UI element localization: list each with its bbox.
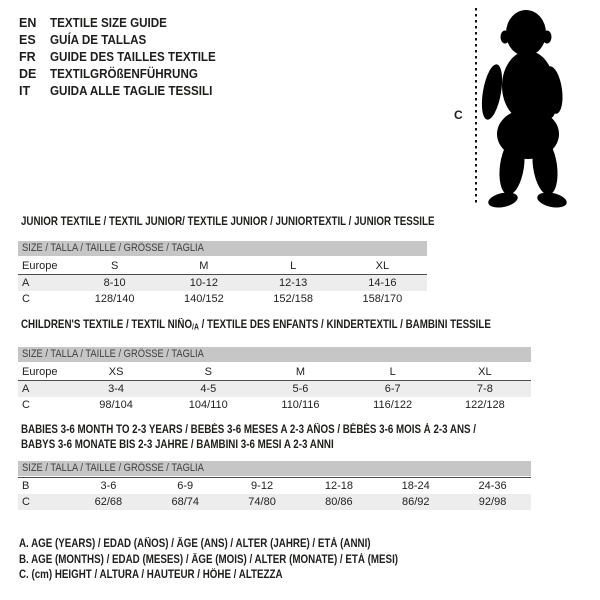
- language-row: [19, 32, 228, 49]
- language-row: [19, 66, 228, 83]
- table-cell: 6-7: [347, 380, 439, 397]
- row-label-cell: C: [22, 398, 30, 411]
- language-row: [19, 83, 228, 100]
- table-cell: 140/152: [183, 293, 224, 305]
- table-row: [18, 380, 531, 397]
- size-column-cell: S: [70, 258, 159, 275]
- language-list: [19, 15, 228, 100]
- size-column-cell: XL: [338, 258, 427, 275]
- table-cell: 74/80: [224, 494, 301, 510]
- row-label-cell: A: [18, 275, 70, 292]
- language-title: GUIDA ALLE TAGLIE TESSILI: [50, 84, 213, 98]
- language-code: EN: [19, 16, 37, 30]
- size-column-cell: M: [159, 258, 248, 275]
- table-cell: 3-6: [100, 480, 117, 492]
- babies-textile-section: [18, 423, 531, 510]
- table-title: CHILDREN'S TEXTILE / TEXTIL NIÑO/A / TEXTILE DES ENFANTS / KINDERTEXTIL / BAMBINI TESSILE: [21, 319, 491, 332]
- table-title: JUNIOR TEXTILE / TEXTIL JUNIOR/ TEXTILE JUNIOR / JUNIORTEXTIL / JUNIOR TESSILE: [21, 216, 435, 228]
- table-cell: 12-13: [249, 275, 338, 292]
- table-cell: 14-16: [338, 275, 427, 292]
- junior-size-table: [18, 258, 427, 307]
- language-title: GUÍA DE TALLAS: [50, 33, 147, 47]
- row-label-cell: C: [22, 293, 30, 305]
- language-code: ES: [19, 33, 36, 47]
- row-label-cell: C: [18, 494, 70, 510]
- table-cell: 122/128: [464, 398, 505, 411]
- table-cell: 5-6: [254, 380, 346, 397]
- footnote-c: C. (cm) HEIGHT / ALTURA / HAUTEUR / HÖHE / ALTEZZA: [19, 569, 283, 581]
- row-label-cell: A: [18, 380, 70, 397]
- table-row: [18, 478, 531, 495]
- language-code: FR: [19, 50, 36, 64]
- table-cell: 6-9: [177, 480, 194, 492]
- size-header-bar: SIZE / TALLA / TAILLE / GRÖSSE / TAGLIA: [18, 347, 531, 362]
- table-cell: 158/170: [362, 293, 403, 305]
- table-cell: 8-10: [70, 275, 159, 292]
- height-label-c: C: [454, 108, 463, 122]
- table-cell: 9-12: [251, 480, 274, 492]
- table-cell: 116/122: [373, 398, 413, 411]
- table-cell: 3-4: [70, 380, 162, 397]
- row-label-cell: B: [22, 480, 30, 492]
- size-header-bar: SIZE / TALLA / TAILLE / GRÖSSE / TAGLIA: [18, 241, 427, 256]
- table-cell: 12-18: [324, 480, 353, 492]
- language-title: GUIDE DES TAILLES TEXTILE: [50, 50, 216, 64]
- table-cell: 68/74: [147, 494, 224, 510]
- footnote-a: A. AGE (YEARS) / EDAD (AÑOS) / ÂGE (ANS) / ALTER (JAHRE) / ETÀ (ANNI): [19, 538, 371, 550]
- table-cell: 104/110: [188, 398, 228, 411]
- size-column-cell: S: [162, 364, 254, 381]
- region-label-cell: Europe: [18, 258, 70, 275]
- table-cell: 4-5: [162, 380, 254, 397]
- table-cell: 80/86: [300, 494, 377, 510]
- footnotes: [19, 537, 465, 584]
- language-code: IT: [19, 84, 31, 98]
- table-row: [18, 364, 531, 381]
- baby-figure: [468, 6, 578, 212]
- table-cell: 110/116: [281, 398, 320, 411]
- junior-textile-section: [18, 216, 435, 307]
- size-column-cell: XS: [70, 364, 162, 381]
- language-row: [19, 49, 228, 66]
- table-row: [18, 258, 427, 275]
- table-cell: 18-24: [401, 480, 430, 492]
- footnote-b: B. AGE (MONTHS) / EDAD (MESES) / ÂGE (MOIS) / ALTER (MONATE) / ETÀ (MESI): [19, 553, 399, 566]
- language-title: TEXTILGRÖßENFÜHRUNG: [50, 67, 198, 81]
- size-column-cell: L: [347, 364, 439, 381]
- table-cell: 152/158: [273, 293, 313, 305]
- table-row: [18, 397, 531, 413]
- table-row: [18, 275, 427, 292]
- size-column-cell: XL: [439, 364, 531, 381]
- size-column-cell: L: [249, 258, 338, 275]
- table-cell: 62/68: [70, 494, 147, 510]
- table-title: BABIES 3-6 MONTH TO 2-3 YEARS / BEBÉS 3-6 MESES A 2-3 AÑOS / BÉBÉS 3-6 MOIS À 2-3 ANS / BABYS 3-6 MONATE BIS 2-3 JAHRE / BAMBINI 3-6 MESI A 2-3 ANNI: [21, 424, 477, 451]
- baby-silhouette: [478, 10, 568, 210]
- table-cell: 98/104: [99, 398, 133, 411]
- table-cell: 7-8: [439, 380, 531, 397]
- table-row: [18, 494, 531, 510]
- childrens-size-table: [18, 364, 531, 413]
- table-cell: 24-36: [478, 480, 507, 492]
- language-code: DE: [19, 67, 37, 81]
- size-header-bar: SIZE / TALLA / TAILLE / GRÖSSE / TAGLIA: [18, 461, 531, 476]
- size-column-cell: M: [254, 364, 346, 381]
- table-cell: 10-12: [159, 275, 248, 292]
- subscript-text: /A: [192, 322, 199, 332]
- table-cell: 86/92: [377, 494, 454, 510]
- language-row: [19, 15, 228, 32]
- table-row: [18, 291, 427, 307]
- table-cell: 128/140: [94, 293, 135, 305]
- region-label-cell: Europe: [18, 364, 70, 381]
- childrens-textile-section: [18, 319, 531, 413]
- table-cell: 92/98: [454, 494, 531, 510]
- language-title: TEXTILE SIZE GUIDE: [50, 16, 167, 30]
- babies-size-table: [18, 477, 531, 510]
